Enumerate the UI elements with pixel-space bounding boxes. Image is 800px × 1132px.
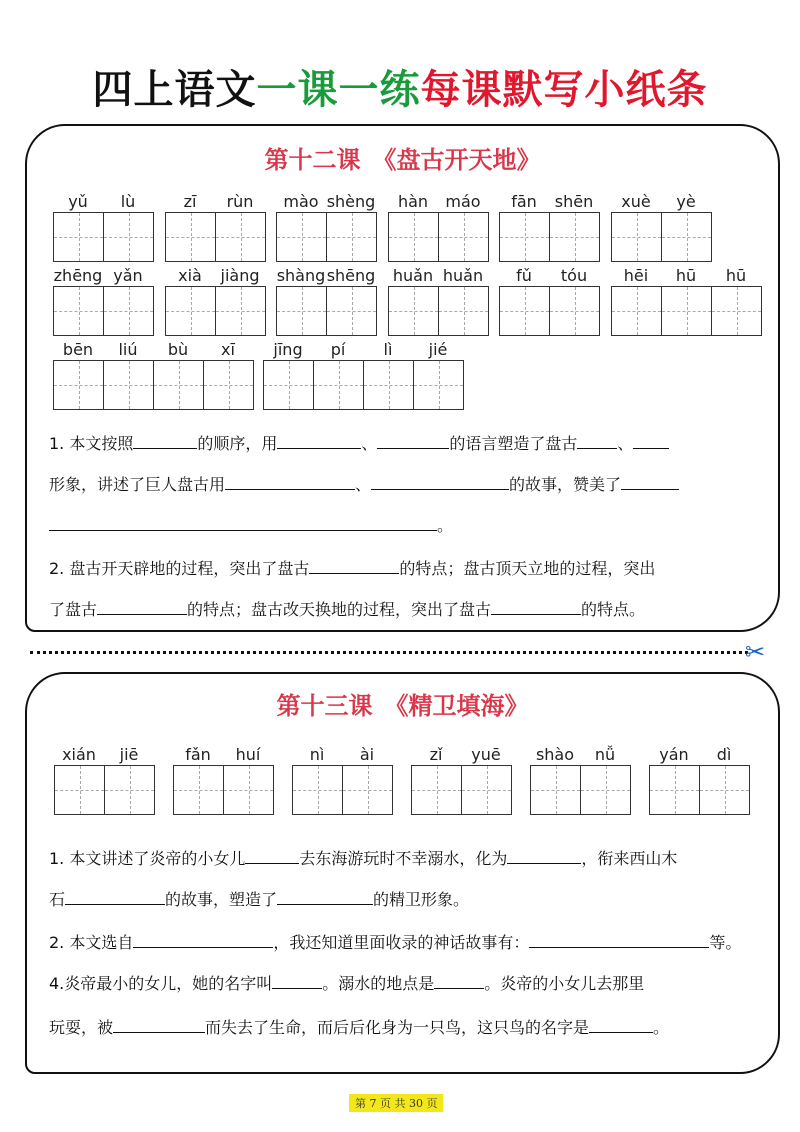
writing-box[interactable] (612, 213, 662, 261)
writing-grid (611, 212, 712, 262)
pinyin-label: yuē (471, 745, 501, 764)
word-box-group (165, 266, 266, 336)
blank[interactable] (277, 891, 373, 905)
pinyin-label: yán (659, 745, 689, 764)
pinyin-label: lì (383, 340, 393, 359)
blank[interactable] (371, 476, 509, 490)
word-box-group (499, 266, 600, 336)
pinyin-row (499, 266, 600, 286)
pinyin-row (292, 745, 393, 765)
blank[interactable] (309, 560, 399, 574)
writing-box[interactable] (327, 213, 377, 261)
pinyin-row (53, 266, 154, 286)
writing-box[interactable] (662, 213, 712, 261)
pinyin-label: xià (178, 266, 202, 285)
scissors-icon: ✂ (745, 638, 766, 666)
pinyin-row (276, 266, 377, 286)
writing-box[interactable] (174, 766, 224, 814)
writing-box[interactable] (364, 361, 414, 409)
pinyin-label: shèng (326, 192, 376, 211)
word-box-group (54, 745, 155, 815)
pinyin-label: xuè (621, 192, 651, 211)
writing-box[interactable] (54, 213, 104, 261)
pinyin-label: yè (676, 192, 696, 211)
cut-line (30, 651, 748, 654)
blank[interactable] (277, 435, 361, 449)
pinyin-label: tóu (560, 266, 588, 285)
pinyin-row (263, 340, 464, 360)
word-box-group (388, 266, 489, 336)
lesson-12-q1-line2: 形象，讲述了巨人盘古用 、 的故事，赞美了 (49, 472, 679, 495)
pinyin-label: shēn (554, 192, 594, 211)
pinyin-label: bēn (62, 340, 94, 359)
writing-box[interactable] (166, 287, 216, 335)
blank[interactable] (434, 975, 484, 989)
writing-grid (263, 360, 464, 410)
pinyin-label: shàng (276, 266, 326, 285)
word-box-group (173, 745, 274, 815)
pinyin-label: fǔ (516, 266, 532, 285)
pinyin-label: rùn (226, 192, 254, 211)
writing-box[interactable] (224, 766, 274, 814)
blank[interactable] (491, 601, 581, 615)
word-box-group (53, 266, 154, 336)
writing-box[interactable] (712, 287, 762, 335)
writing-box[interactable] (204, 361, 254, 409)
lesson-12-q2-line2: 了盘古 的特点；盘古改天换地的过程，突出了盘古 的特点。 (49, 600, 646, 619)
pinyin-row (165, 192, 266, 212)
word-box-group (499, 192, 600, 262)
writing-box[interactable] (412, 766, 462, 814)
pinyin-label: shēng (326, 266, 376, 285)
writing-box[interactable] (104, 213, 154, 261)
writing-grid (388, 212, 489, 262)
writing-grid (276, 212, 377, 262)
pinyin-row (611, 192, 712, 212)
lesson-13-title: 第十三课 《精卫填海》 (276, 692, 529, 720)
writing-grid (530, 765, 631, 815)
word-box-group (276, 266, 377, 336)
writing-box[interactable] (55, 766, 105, 814)
writing-box[interactable] (343, 766, 393, 814)
writing-box[interactable] (700, 766, 750, 814)
pinyin-row (499, 192, 600, 212)
pinyin-row (53, 340, 254, 360)
pinyin-label: jiē (119, 745, 139, 764)
writing-box[interactable] (166, 213, 216, 261)
writing-box[interactable] (550, 213, 600, 261)
writing-grid (53, 360, 254, 410)
pinyin-label: xián (62, 745, 96, 764)
pinyin-label: hàn (397, 192, 429, 211)
writing-box[interactable] (500, 287, 550, 335)
writing-box[interactable] (264, 361, 314, 409)
blank[interactable] (225, 476, 355, 490)
page-footer: 第 7 页 共 30 页 (349, 1094, 443, 1112)
title-part-2: 一课一练 (256, 67, 421, 113)
word-box-group (530, 745, 631, 815)
pinyin-label: huǎn (442, 266, 484, 285)
writing-grid (499, 286, 600, 336)
pinyin-label: pí (330, 340, 346, 359)
word-box-group (388, 192, 489, 262)
lesson-13-q1-line2: 石 的故事，塑造了 的精卫形象。 (49, 890, 470, 909)
pinyin-label: zī (183, 192, 197, 211)
lesson-12-q1-line3: 。 (49, 513, 453, 536)
pinyin-label: mào (283, 192, 319, 211)
writing-box[interactable] (500, 213, 550, 261)
pinyin-label: huǎn (392, 266, 434, 285)
writing-box[interactable] (327, 287, 377, 335)
blank[interactable] (529, 934, 709, 948)
writing-grid (173, 765, 274, 815)
pinyin-label: huí (235, 745, 261, 764)
blank[interactable] (245, 850, 299, 864)
pinyin-label: zhēng (53, 266, 103, 285)
writing-box[interactable] (277, 213, 327, 261)
writing-box[interactable] (105, 766, 155, 814)
writing-box[interactable] (439, 287, 489, 335)
pinyin-label: máo (445, 192, 481, 211)
word-box-group (263, 340, 464, 410)
lesson-13-q1-line1: 1. 本文讲述了炎帝的小女儿 去东海游玩时不幸溺水，化为 ，衔来西山木 (49, 849, 678, 868)
writing-box[interactable] (662, 287, 712, 335)
writing-grid (292, 765, 393, 815)
writing-grid (165, 286, 266, 336)
writing-box[interactable] (650, 766, 700, 814)
blank[interactable] (49, 517, 437, 531)
blank[interactable] (272, 975, 322, 989)
blank[interactable] (507, 850, 581, 864)
lesson-12-title: 第十二课 《盘古开天地》 (264, 146, 541, 174)
pinyin-row (611, 266, 762, 286)
pinyin-label: xī (221, 340, 235, 359)
word-box-group (53, 192, 154, 262)
blank[interactable] (577, 435, 617, 449)
lesson-13-q4-line1: 4.炎帝最小的女儿，她的名字叫 。溺水的地点是 。炎帝的小女儿去那里 (49, 974, 645, 993)
writing-grid (649, 765, 750, 815)
word-box-group (276, 192, 377, 262)
writing-box[interactable] (612, 287, 662, 335)
word-box-group (611, 266, 762, 336)
writing-box[interactable] (414, 361, 464, 409)
pinyin-label: hēi (623, 266, 649, 285)
writing-grid (53, 286, 154, 336)
pinyin-row (54, 745, 155, 765)
writing-box[interactable] (216, 213, 266, 261)
writing-box[interactable] (293, 766, 343, 814)
pinyin-row (165, 266, 266, 286)
writing-grid (53, 212, 154, 262)
word-box-group (411, 745, 512, 815)
pinyin-label: nì (309, 745, 325, 764)
writing-grid (611, 286, 762, 336)
word-box-group (292, 745, 393, 815)
word-box-group (611, 192, 712, 262)
writing-box[interactable] (314, 361, 364, 409)
pinyin-row (53, 192, 154, 212)
title-part-3: 每课默写小纸条 (420, 67, 708, 113)
writing-box[interactable] (581, 766, 631, 814)
pinyin-row (276, 192, 377, 212)
writing-box[interactable] (389, 287, 439, 335)
word-box-group (165, 192, 266, 262)
writing-box[interactable] (389, 213, 439, 261)
pinyin-label: jié (428, 340, 448, 359)
lesson-12-q1-line1: 1. 本文按照 的顺序，用 、 的语言塑造了盘古 、 (49, 431, 669, 454)
writing-box[interactable] (439, 213, 489, 261)
title-part-1: 四上语文 (92, 67, 257, 113)
writing-grid (276, 286, 377, 336)
pinyin-row (530, 745, 631, 765)
pinyin-row (388, 266, 489, 286)
word-box-group (649, 745, 750, 815)
pinyin-label: yǔ (68, 192, 88, 211)
pinyin-label: jīng (273, 340, 303, 359)
blank[interactable] (65, 891, 165, 905)
pinyin-row (649, 745, 750, 765)
writing-box[interactable] (54, 361, 104, 409)
writing-box[interactable] (104, 287, 154, 335)
lesson-12-q2-line1: 2. 盘古开天辟地的过程，突出了盘古 的特点；盘古顶天立地的过程，突出 (49, 559, 656, 578)
pinyin-label: bù (167, 340, 189, 359)
writing-box[interactable] (462, 766, 512, 814)
blank[interactable] (633, 435, 669, 449)
pinyin-label: fān (511, 192, 537, 211)
pinyin-label: ài (359, 745, 375, 764)
blank[interactable] (113, 1019, 205, 1033)
pinyin-row (388, 192, 489, 212)
pinyin-label: lù (120, 192, 136, 211)
pinyin-label: zǐ (429, 745, 443, 764)
writing-grid (388, 286, 489, 336)
pinyin-label: yǎn (113, 266, 143, 285)
lesson-13-q2: 2. 本文选自 ，我还知道里面收录的神话故事有： 等。 (49, 933, 742, 952)
page-title (0, 58, 800, 115)
blank[interactable] (133, 934, 273, 948)
word-box-group (53, 340, 254, 410)
writing-box[interactable] (104, 361, 154, 409)
pinyin-label: jiàng (220, 266, 260, 285)
writing-grid (54, 765, 155, 815)
blank[interactable] (377, 435, 449, 449)
writing-grid (165, 212, 266, 262)
writing-box[interactable] (154, 361, 204, 409)
blank[interactable] (589, 1019, 653, 1033)
writing-grid (499, 212, 600, 262)
writing-grid (411, 765, 512, 815)
pinyin-label: hū (675, 266, 697, 285)
lesson-13-card (25, 672, 780, 1074)
blank[interactable] (133, 435, 197, 449)
lesson-13-q4-line2: 玩耍，被 而失去了生命，而后后化身为一只鸟，这只鸟的名字是 。 (49, 1018, 670, 1037)
pinyin-row (411, 745, 512, 765)
pinyin-label: fǎn (185, 745, 211, 764)
pinyin-label: hū (725, 266, 747, 285)
pinyin-label: liú (118, 340, 138, 359)
writing-box[interactable] (277, 287, 327, 335)
blank[interactable] (621, 476, 679, 490)
blank[interactable] (97, 601, 187, 615)
writing-box[interactable] (54, 287, 104, 335)
pinyin-label: shào (535, 745, 575, 764)
writing-box[interactable] (216, 287, 266, 335)
pinyin-row (173, 745, 274, 765)
pinyin-label: dì (716, 745, 732, 764)
writing-box[interactable] (531, 766, 581, 814)
writing-box[interactable] (550, 287, 600, 335)
pinyin-label: nǚ (594, 745, 616, 764)
